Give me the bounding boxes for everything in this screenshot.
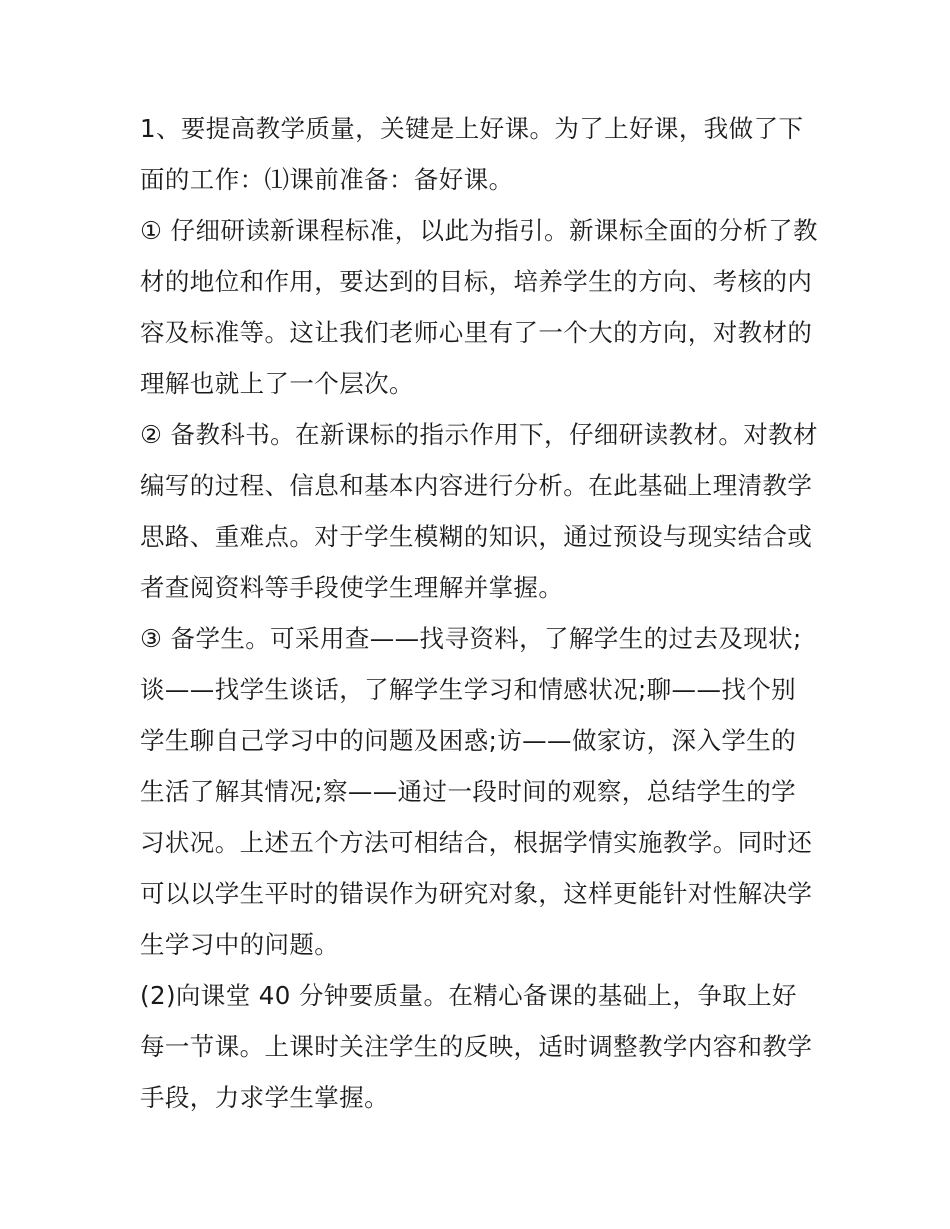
paragraph-classroom-quality: (2)向课堂 40 分钟要质量。在精心备课的基础上，争取上好每一节课。上课时关注学生的反映，适时调整教学内容和教学手段，力求学生掌握。 [140,981,813,1112]
paragraph-intro: 1、要提高教学质量，关键是上好课。为了上好课，我做了下面的工作：⑴课前准备：备好课。 [140,114,804,194]
paragraph-students: ③ 备学生。可采用查——找寻资料，了解学生的过去及现状;谈——找学生谈话，了解学生学习和情感状况;聊——找个别学生聊自己学习中的问题及困惑;访——做家访，深入学生的生活了解其情况;察——通过一段时间的观察，总结学生的学习状况。上述五个方法可相结合，根据学情实施教学。同时还可以以学生平时的错误作为研究对象，这样更能针对性解决学生学习中的问题。 [140,624,813,959]
paragraph-curriculum-standard: ① 仔细研读新课程标准，以此为指引。新课标全面的分析了教材的地位和作用，要达到的目标，培养学生的方向、考核的内容及标准等。这让我们老师心里有了一个大的方向，对教材的理解也就上了一个层次。 [140,216,818,398]
document-body [140,103,820,1123]
paragraph-textbook: ② 备教科书。在新课标的指示作用下，仔细研读教材。对教材编写的过程、信息和基本内容进行分析。在此基础上理清教学思路、重难点。对于学生模糊的知识，通过预设与现实结合或者查阅资料等手段使学生理解并掌握。 [140,420,818,602]
